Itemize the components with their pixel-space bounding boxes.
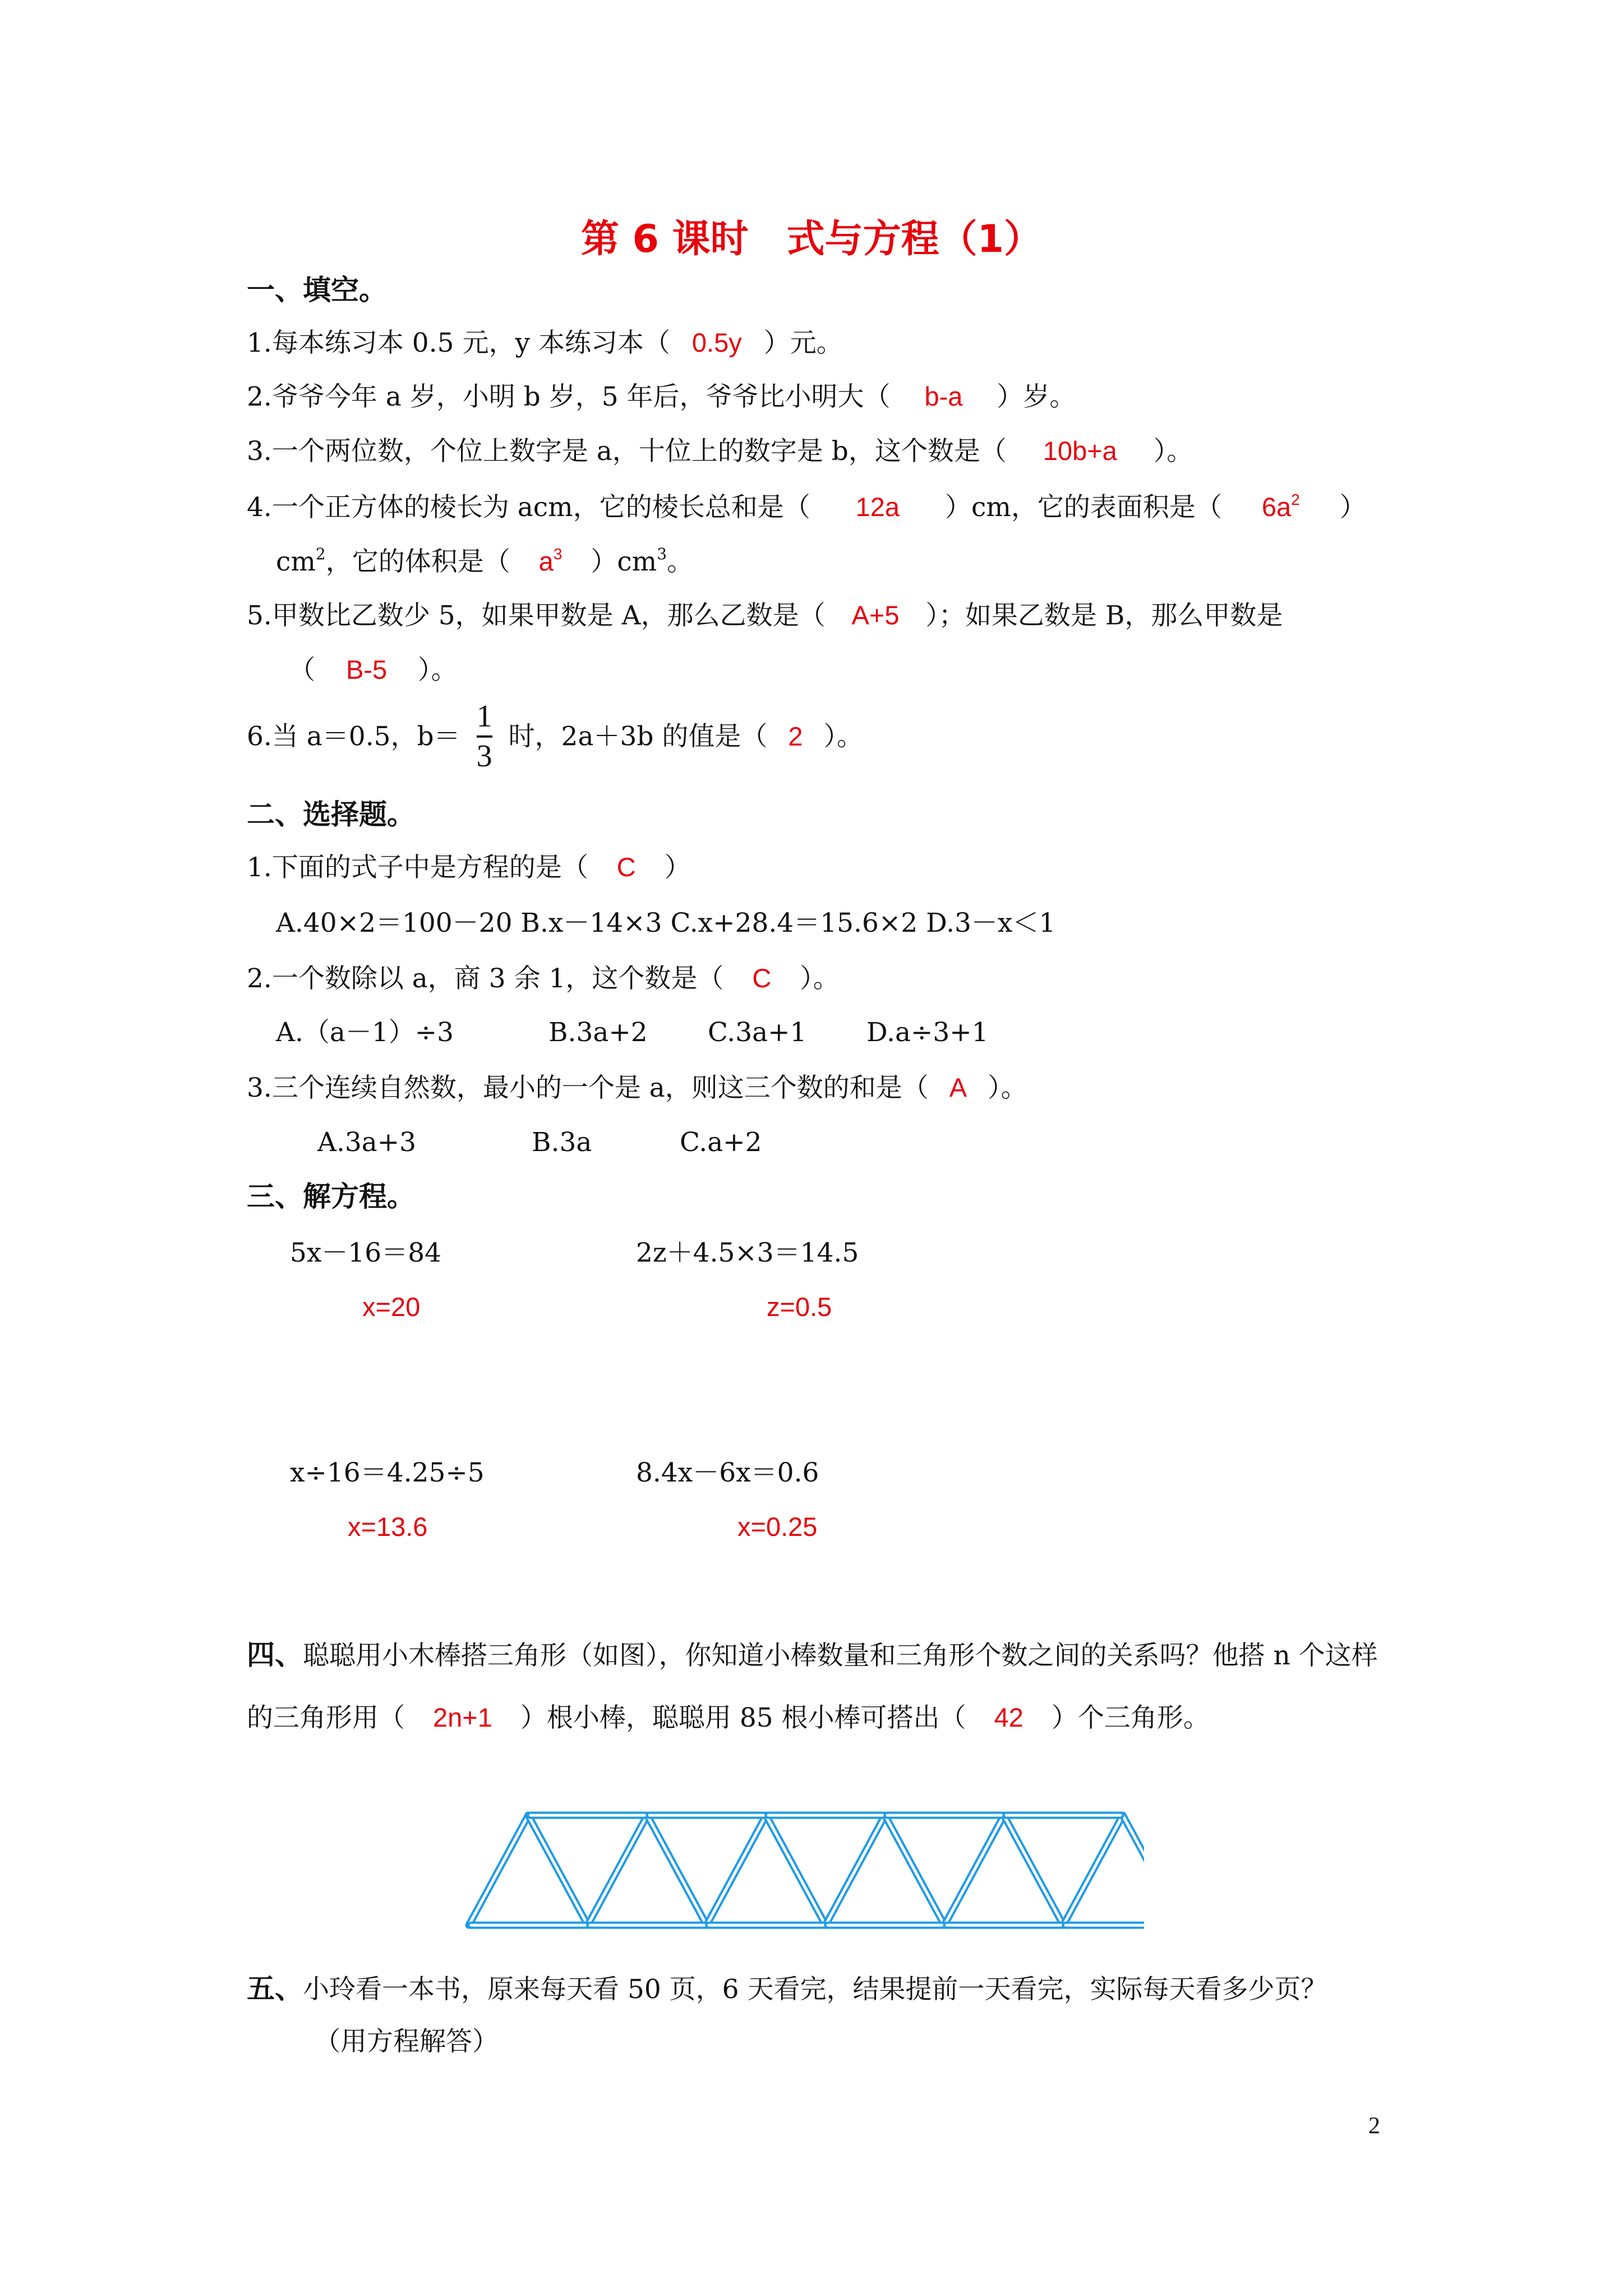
fraction-bar <box>477 735 492 738</box>
s2-q1-answer: C <box>616 852 636 882</box>
stick-diagonal-highlight <box>707 1815 766 1925</box>
s2-q3-answer: A <box>949 1073 967 1102</box>
equation-3: x÷16＝4.25÷5 <box>290 1457 485 1488</box>
section5-hint: （用方程解答） <box>314 2026 499 2057</box>
s1-q4-answer1: 12a <box>855 492 900 522</box>
solution-2: z=0.5 <box>767 1292 832 1322</box>
s1-q6-text: 6.当 a＝0.5，b＝ <box>247 721 460 752</box>
s2-q1-options: A.40×2＝100－20 B.x－14×3 C.x+28.4＝15.6×2 D.3－x＜1 <box>276 908 1056 938</box>
s1-q4-answer2: $6a^2$ <box>1261 491 1300 522</box>
stick-diagonal-highlight <box>885 1815 944 1925</box>
s2-q3-option-b: B.3a <box>532 1127 592 1158</box>
s2-q3-option-a: A.3a+3 <box>317 1127 417 1158</box>
s1-q5-text2-end: ）。 <box>418 655 458 685</box>
stick-diagonal <box>1123 1815 1144 1925</box>
s1-q5-line2 <box>289 656 458 683</box>
s2-q2 <box>247 965 840 992</box>
equation-4: 8.4x－6x＝0.6 <box>636 1457 819 1488</box>
s1-q6 <box>247 700 863 773</box>
stick-diagonal-highlight <box>944 1815 1004 1925</box>
s1-q1 <box>247 329 843 356</box>
s1-q5-text-mid: ）；如果乙数是 B，那么甲数是 <box>925 600 1283 631</box>
solution-1: x=20 <box>362 1292 421 1322</box>
s1-q6-text-end: ）。 <box>823 721 863 752</box>
s1-q5-answer2: B-5 <box>345 655 388 684</box>
s1-q4-line1 <box>247 491 1366 523</box>
solution-4: x=0.25 <box>737 1512 818 1542</box>
page-number: 2 <box>1368 2113 1380 2139</box>
s1-q4-line2 <box>276 545 694 577</box>
fraction-one-third <box>477 700 492 773</box>
section4-lead: 四、 <box>247 1639 303 1671</box>
section5-text1: 小玲看一本书，原来每天看 50 页，6 天看完，结果提前一天看完，实际每天看多少页？ <box>303 1974 1327 2005</box>
s2-q2-text: 2.一个数除以 a，商 3 余 1，这个数是（ <box>247 963 724 994</box>
s1-q5-text: 5.甲数比乙数少 5，如果甲数是 A，那么乙数是（ <box>247 600 826 631</box>
section4-text3: ）个三角形。 <box>1051 1703 1210 1733</box>
stick-diagonal-highlight <box>826 1815 885 1925</box>
s2-q1-text: 1.下面的式子中是方程的是（ <box>247 852 588 883</box>
s2-q2-option-d: D.a÷3+1 <box>866 1017 989 1048</box>
section5-question <box>247 1972 1327 2005</box>
s2-q2-option-a: A.（a－1）÷3 <box>276 1017 454 1048</box>
s1-q6-text-mid: 时，2a＋3b 的值是（ <box>508 721 768 752</box>
section5-lead: 五、 <box>247 1972 303 2005</box>
s2-q2-answer: C <box>752 963 772 993</box>
solution-3: x=13.6 <box>348 1512 428 1542</box>
s1-q3-text: 3.一个两位数，个位上数字是 a，十位上的数字是 b，这个数是（ <box>247 436 1007 467</box>
s1-q4-text2-end: ）$cm^3$。 <box>591 545 694 577</box>
section4-text1: 聪聪用小木棒搭三角形（如图），你知道小棒数量和三角形个数之间的关系吗？他搭 n 个这样的三角形用（ <box>247 1640 1378 1733</box>
triangle-sticks-figure <box>460 1806 1144 1935</box>
s1-q1-answer: 0.5y <box>691 328 742 357</box>
section4-question <box>247 1624 1396 1749</box>
section1-heading: 一、填空。 <box>247 274 387 306</box>
s2-q1 <box>247 854 691 881</box>
s1-q3-answer: 10b+a <box>1043 436 1117 466</box>
stick-diagonal-highlight <box>1063 1815 1123 1925</box>
stick-diagonal-highlight <box>469 1815 528 1925</box>
s2-q2-text-end: ）。 <box>800 963 840 994</box>
s1-q2-text-end: ）岁。 <box>997 381 1076 412</box>
s2-q3 <box>247 1074 1027 1101</box>
s2-q3-option-c: C.a+2 <box>680 1127 762 1158</box>
s2-q3-text: 3.三个连续自然数，最小的一个是 a，则这三个数的和是（ <box>247 1073 929 1103</box>
s2-q1-text-end: ） <box>664 852 691 883</box>
section4-answer1: 2n+1 <box>433 1703 492 1732</box>
equation-1: 5x－16＝84 <box>290 1237 442 1268</box>
page-title: 第 6 课时 式与方程（1） <box>581 217 1042 261</box>
fraction-numerator: 1 <box>476 699 492 734</box>
section2-heading: 二、选择题。 <box>247 798 415 831</box>
s1-q1-text-end: ）元。 <box>763 328 843 358</box>
s1-q2 <box>247 383 1076 410</box>
stick-diagonal-highlight <box>766 1815 826 1925</box>
s2-q3-text-end: ）。 <box>988 1073 1027 1103</box>
s1-q5-line1 <box>247 602 1283 629</box>
s1-q4-text-mid: ）cm，它的表面积是（ <box>945 492 1222 523</box>
s1-q3-text-end: ）。 <box>1153 436 1193 467</box>
s1-q2-answer: b-a <box>924 381 963 411</box>
s1-q4-text2: ，它的体积是（ <box>325 546 510 577</box>
s1-q3 <box>247 436 1193 467</box>
s1-q1-text: 1.每本练习本 0.5 元，y 本练习本（ <box>247 328 670 358</box>
s1-q5-text2: （ <box>289 655 315 685</box>
stick-diagonal-highlight <box>647 1815 707 1925</box>
s1-q2-text: 2.爷爷今年 a 岁，小明 b 岁，5 年后，爷爷比小明大（ <box>247 381 891 412</box>
s1-q4-text-end: ） <box>1339 492 1366 523</box>
stick-diagonal-highlight <box>1004 1815 1063 1925</box>
equation-2: 2z＋4.5×3＝14.5 <box>636 1237 859 1268</box>
s1-q4-answer3: $a^3$ <box>538 545 562 576</box>
fraction-denominator: 3 <box>476 738 492 774</box>
s1-q4-unit: $cm^2$ <box>276 545 326 577</box>
s2-q2-option-c: C.3a+1 <box>708 1017 807 1048</box>
stick-diagonal-highlight <box>588 1815 647 1925</box>
stick-diagonal-highlight <box>528 1815 588 1925</box>
section4-answer2: 42 <box>994 1703 1023 1732</box>
section3-heading: 三、解方程。 <box>247 1180 415 1213</box>
s1-q6-answer: 2 <box>788 721 803 752</box>
s1-q5-answer1: A+5 <box>851 600 900 630</box>
s2-q2-option-b: B.3a+2 <box>548 1017 648 1048</box>
section4-text2: ）根小棒，聪聪用 85 根小棒可搭出（ <box>520 1703 966 1733</box>
s1-q4-text: 4.一个正方体的棱长为 acm，它的棱长总和是（ <box>247 492 810 523</box>
